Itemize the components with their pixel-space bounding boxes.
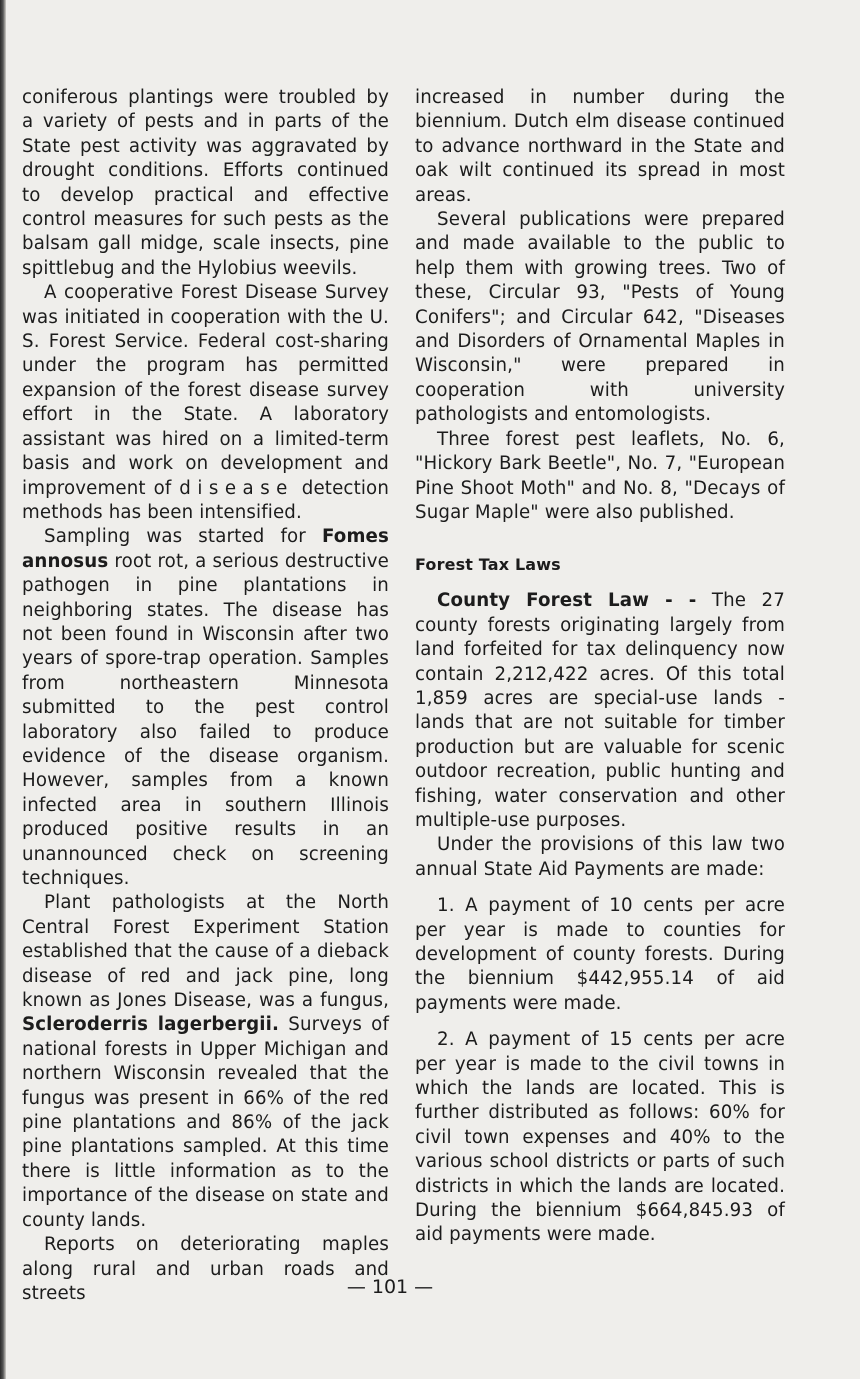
page-number: — 101 — [346,1276,434,1298]
paragraph-state-aid-payments: Under the provisions of this law two annual State Aid Payments are made: [415,834,785,880]
survey-spaced-word: disease [179,477,294,499]
paragraph-payment-two: 2. A payment of 15 cents per acre per year is made to the civil towns in which the lands are located. This is further distributed as follows: 60% for civil town expenses and 40% to the various school districts or parts of such districts in which the lands are located. During the biennium $664,845.93 of aid payments were made. [415,1029,785,1246]
right-column [415,86,785,1248]
paragraph-scleroderris [22,891,389,1233]
paragraph-county-forest-law [415,589,785,833]
paragraph-fomes-annosus [22,525,389,891]
left-column [22,86,389,1306]
page-binding-edge [0,0,6,1379]
scleroderris-text-end: Surveys of national forests in Upper Michigan and northern Wisconsin revealed that the fungus was present in 66% of the red pine plantations and 86% of the jack pine plantations sampled. At this time there is little information as to the importance of the disease on state and county lands. [22,1014,390,1231]
survey-text-start: A cooperative Forest Disease Survey was initiated in cooperation with the U. S. Forest Service. Federal cost-sharing under the program has permitted expansion of the forest disease survey effort in the State. A laboratory assistant was hired on a limited-term basis and work on development and improvement of [22,282,389,499]
fomes-text-end: root rot, a serious destructive pathogen in pine plantations in neighboring states. The disease has not been found in Wisconsin after two years of spore-trap operation. Samples from northeastern Minnesota submitted to the pest control laboratory also failed to produce evidence of the disease organism. However, samples from a known infected area in southern Illinois produced positive results in an unannounced check on screening techniques. [22,550,390,889]
paragraph-dutch-elm: increased in number during the biennium. Dutch elm disease continued to advance northward in the State and oak wilt continued its spread in most areas. [415,87,785,206]
paragraph-pest-leaflets: Three forest pest leaflets, No. 6, "Hickory Bark Beetle", No. 7, "European Pine Shoot Moth" and No. 8, "Decays of Sugar Maple" were also published. [415,428,785,523]
fomes-text-start: Sampling was started for [44,526,306,548]
paragraph-deteriorating-maples: Reports on deteriorating maples along rural and urban roads and streets [22,1234,389,1304]
fomes-annosus-term: Fomes annosus [22,526,390,572]
paragraph-publications: Several publications were prepared and made available to the public to help them with growing trees. Two of these, Circular 93, "Pests of Young Conifers"; and Circular 642, "Diseases and Disorders of Ornamental Maples in Wisconsin," were prepared in cooperation with university pathologists and entomologists. [415,209,785,426]
paragraph-conifer-pests: coniferous plantings were troubled by a variety of pests and in parts of the State pest activity was aggravated by drought conditions. Efforts continued to develop practical and effective control measures for such pests as the balsam gall midge, scale insects, pine spittlebug and the Hylobius weevils. [22,87,389,279]
survey-text-end: detection methods has been intensified. [22,477,390,523]
scleroderris-term: Scleroderris lagerbergii. [22,1014,280,1036]
county-forest-law-text: The 27 county forests originating largely from land forfeited for tax delinquency now contain 2,212,422 acres. Of this total 1,859 acres are special-use lands - lands that are not suitable for timber production but are valuable for scenic outdoor recreation, public hunting and fishing, water conservation and other multiple-use purposes. [415,590,786,831]
scleroderris-text-start: Plant pathologists at the North Central Forest Experiment Station established that the cause of a dieback disease of red and jack pine, long known as Jones Disease, was a fungus, [22,892,389,1012]
section-heading-forest-tax-laws: Forest Tax Laws [415,555,561,575]
paragraph-payment-one: 1. A payment of 10 cents per acre per year is made to counties for development of county forests. During the biennium $442,955.14 of aid payments were made. [415,895,785,1014]
county-forest-law-term: County Forest Law - - [437,590,697,612]
paragraph-forest-disease-survey [22,281,389,525]
